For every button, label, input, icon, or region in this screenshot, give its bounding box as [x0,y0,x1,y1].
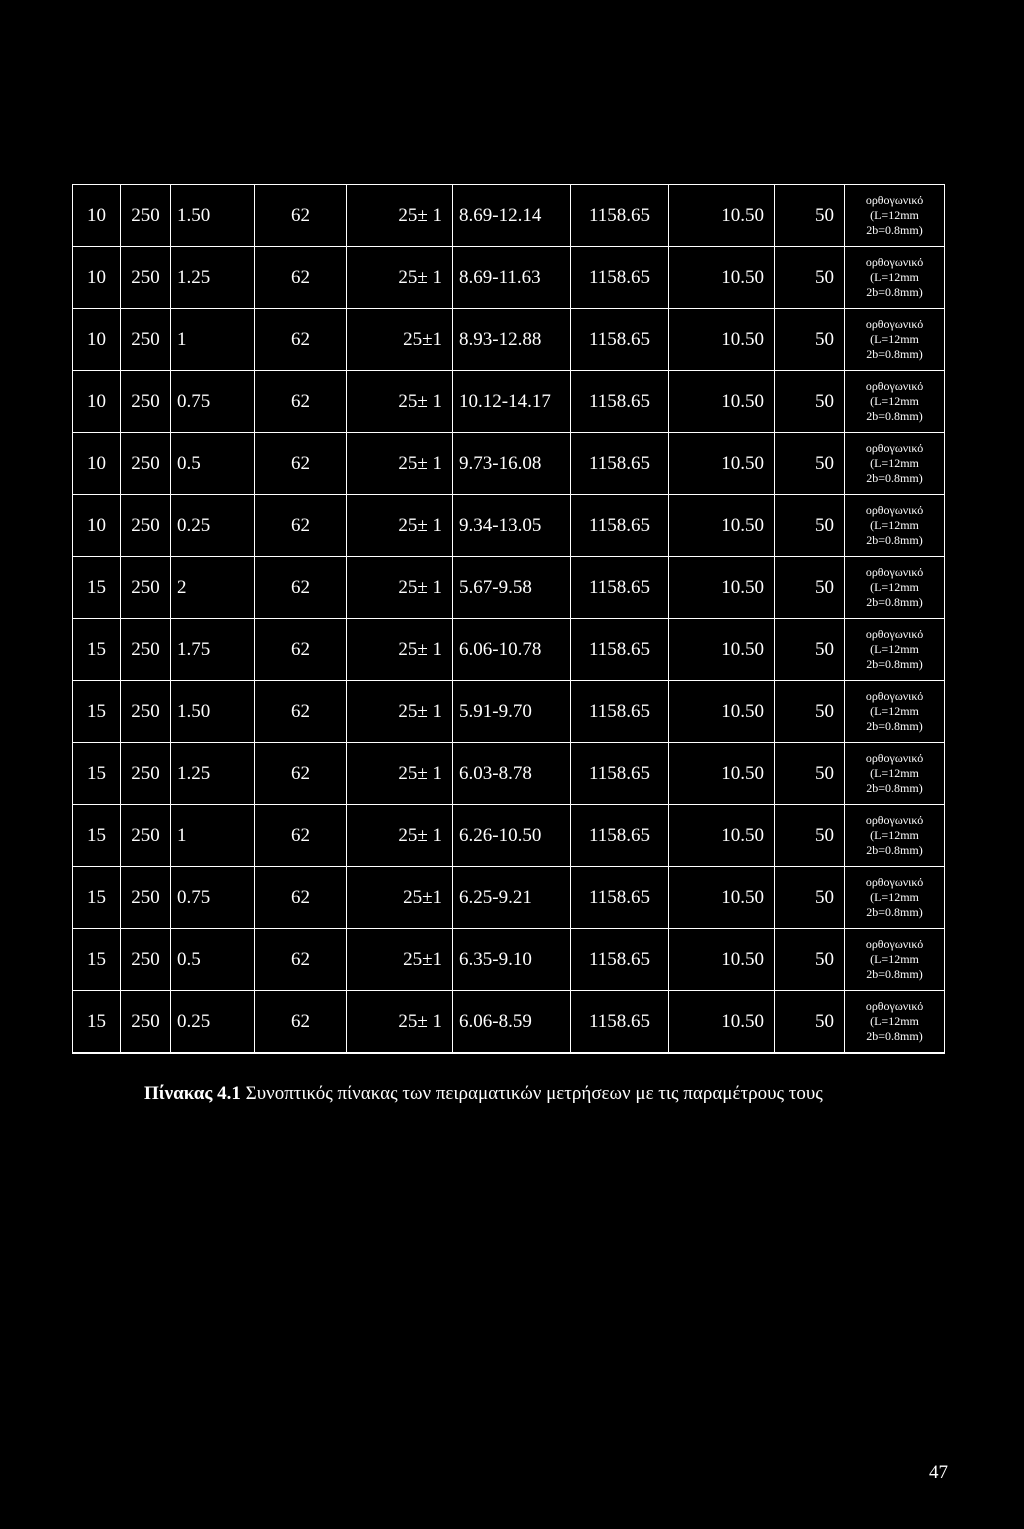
shape-cell [845,805,945,867]
table-cell: 10 [73,371,121,433]
table-cell: 9.34-13.05 [453,495,571,557]
table-cell: 250 [121,309,171,371]
shape-line: ορθογωνικό [865,441,924,455]
table-cell: 62 [255,371,347,433]
shape-line: ορθογωνικό [865,379,924,393]
table-cell: 10.50 [669,619,775,681]
table-cell: 10.50 [669,805,775,867]
shape-cell [845,371,945,433]
table-cell: 1158.65 [571,495,669,557]
table-cell: 62 [255,991,347,1054]
shape-line: 2b=0.8mm) [866,285,923,299]
shape-cell [845,743,945,805]
table-cell: 250 [121,247,171,309]
table-cell: 25± 1 [347,557,453,619]
table-cell: 62 [255,867,347,929]
shape-line: 2b=0.8mm) [866,533,923,547]
table-cell: 25± 1 [347,247,453,309]
measurements-table [72,184,945,1054]
table-cell: 50 [775,743,845,805]
shape-line: ορθογωνικό [865,503,924,517]
table-cell: 10.50 [669,743,775,805]
table-cell: 50 [775,371,845,433]
shape-line: (L=12mm [870,952,919,966]
table-cell: 2 [171,557,255,619]
shape-cell [845,433,945,495]
table-cell: 0.5 [171,433,255,495]
shape-line: (L=12mm [870,456,919,470]
shape-line: ορθογωνικό [865,193,924,207]
shape-line: ορθογωνικό [865,317,924,331]
table-cell: 0.75 [171,867,255,929]
table-cell: 10.50 [669,557,775,619]
table-body [73,185,945,1054]
table-cell: 6.25-9.21 [453,867,571,929]
table-cell: 62 [255,433,347,495]
table-cell: 62 [255,309,347,371]
shape-cell [845,991,945,1054]
table-row [73,991,945,1054]
table-row [73,495,945,557]
table-cell: 15 [73,681,121,743]
table-cell: 250 [121,495,171,557]
table-cell: 0.75 [171,371,255,433]
table-cell: 1158.65 [571,805,669,867]
table-cell: 1.25 [171,743,255,805]
shape-line: (L=12mm [870,890,919,904]
shape-line: 2b=0.8mm) [866,595,923,609]
shape-line: (L=12mm [870,1014,919,1028]
shape-cell [845,929,945,991]
table-cell: 15 [73,557,121,619]
table-row [73,929,945,991]
table-row [73,433,945,495]
table-cell: 250 [121,557,171,619]
table-cell: 5.67-9.58 [453,557,571,619]
shape-line: (L=12mm [870,270,919,284]
table-cell: 62 [255,247,347,309]
shape-line: ορθογωνικό [865,751,924,765]
table-row [73,619,945,681]
shape-cell [845,867,945,929]
shape-line: ορθογωνικό [865,689,924,703]
table-row [73,371,945,433]
table-cell: 10 [73,185,121,247]
table-cell: 50 [775,557,845,619]
table-cell: 50 [775,681,845,743]
table-cell: 25± 1 [347,371,453,433]
table-cell: 10 [73,247,121,309]
shape-line: 2b=0.8mm) [866,409,923,423]
shape-line: 2b=0.8mm) [866,347,923,361]
table-cell: 25± 1 [347,495,453,557]
table-cell: 250 [121,805,171,867]
table-cell: 10.50 [669,867,775,929]
table-cell: 15 [73,805,121,867]
shape-line: ορθογωνικό [865,627,924,641]
table-cell: 250 [121,433,171,495]
shape-line: (L=12mm [870,642,919,656]
table-cell: 6.26-10.50 [453,805,571,867]
table-row [73,185,945,247]
table-cell: 10.50 [669,371,775,433]
table-cell: 1.50 [171,185,255,247]
shape-line: (L=12mm [870,332,919,346]
table-cell: 50 [775,619,845,681]
table-cell: 1158.65 [571,309,669,371]
shape-line: ορθογωνικό [865,813,924,827]
shape-line: (L=12mm [870,704,919,718]
shape-line: (L=12mm [870,394,919,408]
table-row [73,247,945,309]
shape-cell [845,619,945,681]
table-cell: 1158.65 [571,991,669,1054]
table-cell: 62 [255,805,347,867]
table-cell: 15 [73,991,121,1054]
table-cell: 1158.65 [571,247,669,309]
table-cell: 10.50 [669,929,775,991]
table-cell: 62 [255,557,347,619]
shape-cell [845,309,945,371]
table-cell: 25± 1 [347,805,453,867]
table-cell: 25± 1 [347,681,453,743]
table-cell: 1.75 [171,619,255,681]
table-cell: 1158.65 [571,681,669,743]
table-cell: 1158.65 [571,371,669,433]
table-cell: 10.12-14.17 [453,371,571,433]
table-cell: 1.25 [171,247,255,309]
table-cell: 62 [255,495,347,557]
shape-cell [845,247,945,309]
shape-line: ορθογωνικό [865,937,924,951]
table-row [73,557,945,619]
shape-line: (L=12mm [870,518,919,532]
table-cell: 6.03-8.78 [453,743,571,805]
table-cell: 25± 1 [347,433,453,495]
table-row [73,681,945,743]
table-cell: 50 [775,495,845,557]
table-cell: 62 [255,929,347,991]
table-cell: 1.50 [171,681,255,743]
shape-line: ορθογωνικό [865,565,924,579]
table-cell: 50 [775,309,845,371]
table-cell: 250 [121,371,171,433]
table-cell: 0.25 [171,991,255,1054]
table-cell: 15 [73,619,121,681]
table-cell: 0.25 [171,495,255,557]
shape-line: 2b=0.8mm) [866,905,923,919]
table-cell: 50 [775,247,845,309]
shape-cell [845,681,945,743]
shape-line: ορθογωνικό [865,999,924,1013]
table-cell: 250 [121,867,171,929]
table-cell: 10.50 [669,433,775,495]
table-cell: 25± 1 [347,743,453,805]
table-cell: 50 [775,185,845,247]
table-cell: 5.91-9.70 [453,681,571,743]
table-caption [144,1083,823,1105]
table-cell: 250 [121,619,171,681]
table-cell: 1 [171,805,255,867]
table-cell: 10.50 [669,309,775,371]
table-cell: 15 [73,743,121,805]
table-cell: 1158.65 [571,867,669,929]
shape-line: 2b=0.8mm) [866,657,923,671]
shape-cell [845,495,945,557]
table-cell: 10 [73,495,121,557]
table-cell: 0.5 [171,929,255,991]
shape-line: (L=12mm [870,828,919,842]
shape-line: 2b=0.8mm) [866,719,923,733]
table-cell: 1158.65 [571,557,669,619]
table-cell: 10.50 [669,991,775,1054]
table-cell: 10 [73,309,121,371]
table-cell: 62 [255,681,347,743]
table-cell: 62 [255,619,347,681]
shape-cell [845,185,945,247]
table-cell: 10.50 [669,681,775,743]
shape-cell [845,557,945,619]
shape-line: (L=12mm [870,766,919,780]
shape-line: ορθογωνικό [865,875,924,889]
table-cell: 15 [73,867,121,929]
table-cell: 250 [121,929,171,991]
caption-text: Συνοπτικός πίνακας των πειραματικών μετρήσεων με τις παραμέτρους τους [240,1083,823,1104]
table-cell: 15 [73,929,121,991]
table-cell: 250 [121,185,171,247]
table-cell: 1158.65 [571,929,669,991]
shape-line: ορθογωνικό [865,255,924,269]
table-cell: 1158.65 [571,185,669,247]
table-cell: 250 [121,681,171,743]
table-cell: 25±1 [347,867,453,929]
table-cell: 10.50 [669,185,775,247]
table-cell: 6.06-10.78 [453,619,571,681]
table-cell: 8.93-12.88 [453,309,571,371]
table-row [73,805,945,867]
table-cell: 62 [255,185,347,247]
table-cell: 8.69-12.14 [453,185,571,247]
table-cell: 62 [255,743,347,805]
table-cell: 9.73-16.08 [453,433,571,495]
table-cell: 50 [775,805,845,867]
page-number: 47 [929,1462,948,1483]
table-cell: 25±1 [347,309,453,371]
table-row [73,743,945,805]
table-cell: 10.50 [669,247,775,309]
shape-line: 2b=0.8mm) [866,1029,923,1043]
table-cell: 50 [775,433,845,495]
table-cell: 50 [775,991,845,1054]
table-cell: 6.06-8.59 [453,991,571,1054]
shape-line: 2b=0.8mm) [866,843,923,857]
table-cell: 25±1 [347,929,453,991]
table-cell: 6.35-9.10 [453,929,571,991]
table-cell: 25± 1 [347,185,453,247]
shape-line: 2b=0.8mm) [866,223,923,237]
shape-line: 2b=0.8mm) [866,967,923,981]
table-cell: 10.50 [669,495,775,557]
table-row [73,867,945,929]
table-cell: 1158.65 [571,433,669,495]
caption-label: Πίνακας 4.1 [144,1083,241,1104]
shape-line: 2b=0.8mm) [866,781,923,795]
table-cell: 25± 1 [347,619,453,681]
table-row [73,309,945,371]
table-cell: 50 [775,867,845,929]
table-cell: 1158.65 [571,619,669,681]
table-cell: 1 [171,309,255,371]
shape-line: (L=12mm [870,208,919,222]
shape-line: (L=12mm [870,580,919,594]
table-cell: 8.69-11.63 [453,247,571,309]
table-cell: 250 [121,743,171,805]
table-cell: 50 [775,929,845,991]
table-cell: 25± 1 [347,991,453,1054]
table-cell: 10 [73,433,121,495]
shape-line: 2b=0.8mm) [866,471,923,485]
table-cell: 1158.65 [571,743,669,805]
table-cell: 250 [121,991,171,1054]
